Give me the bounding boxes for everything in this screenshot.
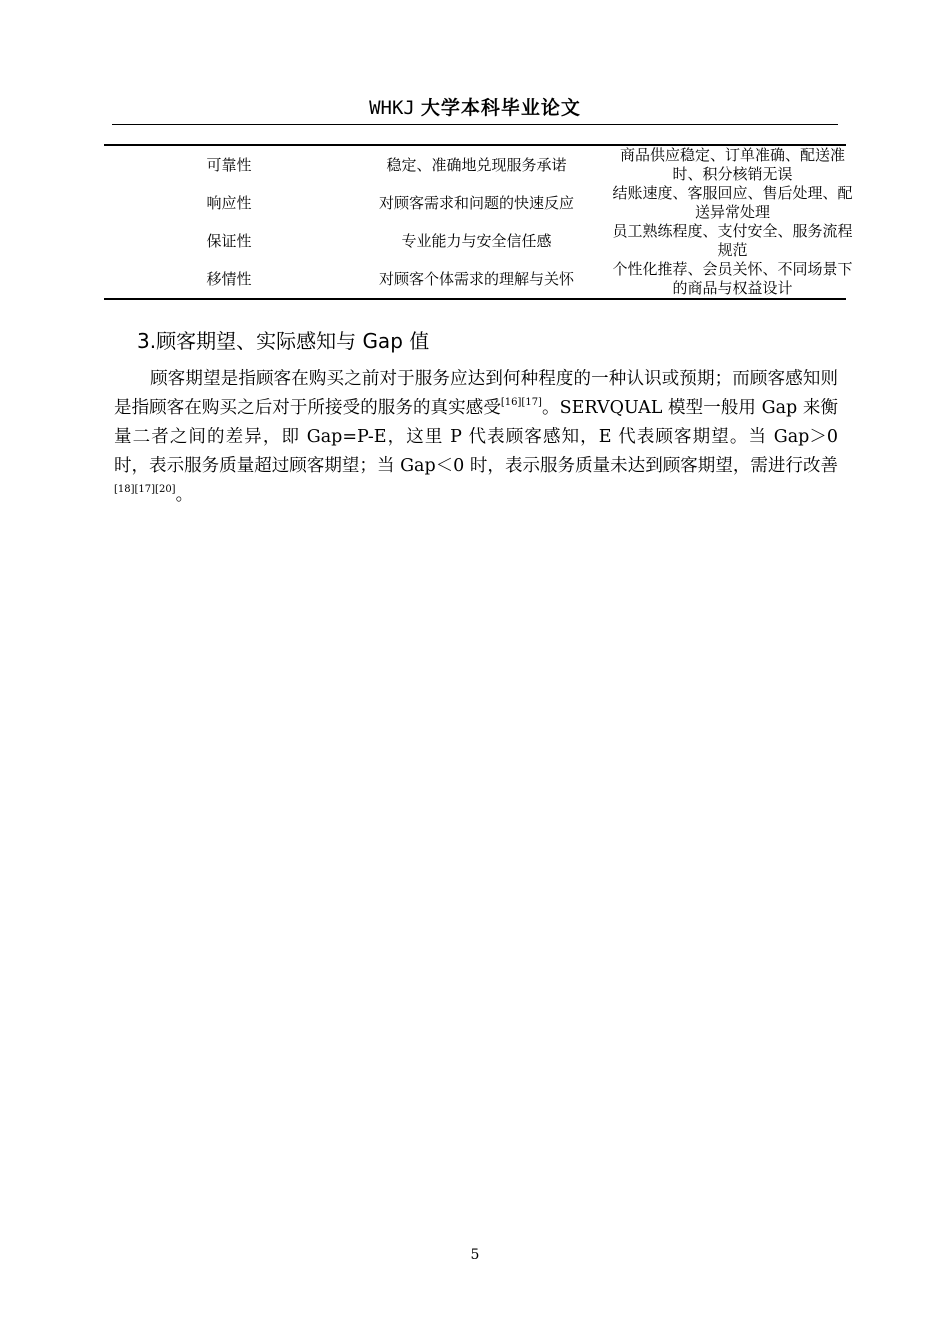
table-row xyxy=(104,222,866,260)
table-row xyxy=(104,260,866,298)
page-header xyxy=(112,94,838,122)
table-cell-dimension: 响应性 xyxy=(206,193,252,212)
paragraph-text-1: 顾客期望是指顾客在购买之前对于服务应达到何种程度的一种认识或预期；而顾客感知则是指顾客在购买之后对于所接受的服务的真实感受 xyxy=(114,369,838,418)
table-cell-dimension: 可靠性 xyxy=(206,155,252,174)
body-paragraph xyxy=(114,365,838,510)
table-cell-meaning: 对顾客需求和问题的快速反应 xyxy=(378,193,574,212)
servqual-table xyxy=(104,144,853,300)
table-cell-example: 个性化推荐、会员关怀、不同场景下的商品与权益设计 xyxy=(612,260,853,297)
table-cell-meaning: 稳定、准确地兑现服务承诺 xyxy=(386,155,567,174)
table-cell-example: 商品供应稳定、订单准确、配送准时、积分核销无误 xyxy=(619,146,845,183)
paragraph-text-2: 。SERVQUAL 模型一般用 Gap 来衡量二者之间的差异，即 Gap=P-E，这里 P 代表顾客感知，E 代表顾客期望。当 Gap＞0 时，表示服务质量超过顾客期望；当 Gap＜0 时，表示服务质量未达到顾客期望，需进行改善 xyxy=(114,398,838,476)
header-title: 大学本科毕业论文 xyxy=(420,97,581,119)
header-brand: WHKJ xyxy=(369,97,415,119)
header-rule xyxy=(112,124,838,125)
table-cell-meaning: 专业能力与安全信任感 xyxy=(401,231,552,250)
section-title: 3.顾客期望、实际感知与 Gap 值 xyxy=(137,329,430,353)
citation-ref-2: [18][17][20] xyxy=(114,484,176,495)
table-cell-dimension: 移情性 xyxy=(206,269,252,288)
table-cell-meaning: 对顾客个体需求的理解与关怀 xyxy=(378,269,574,288)
table-cell-example: 员工熟练程度、支付安全、服务流程规范 xyxy=(612,222,853,259)
table-row xyxy=(104,184,866,222)
citation-ref-1: [16][17] xyxy=(500,397,542,408)
table-row xyxy=(104,146,866,184)
page-number: 5 xyxy=(470,1247,480,1263)
table-cell-dimension: 保证性 xyxy=(206,231,252,250)
table-cell-example: 结账速度、客服回应、售后处理、配送异常处理 xyxy=(612,184,853,221)
paragraph-text-3: 。 xyxy=(175,485,194,505)
